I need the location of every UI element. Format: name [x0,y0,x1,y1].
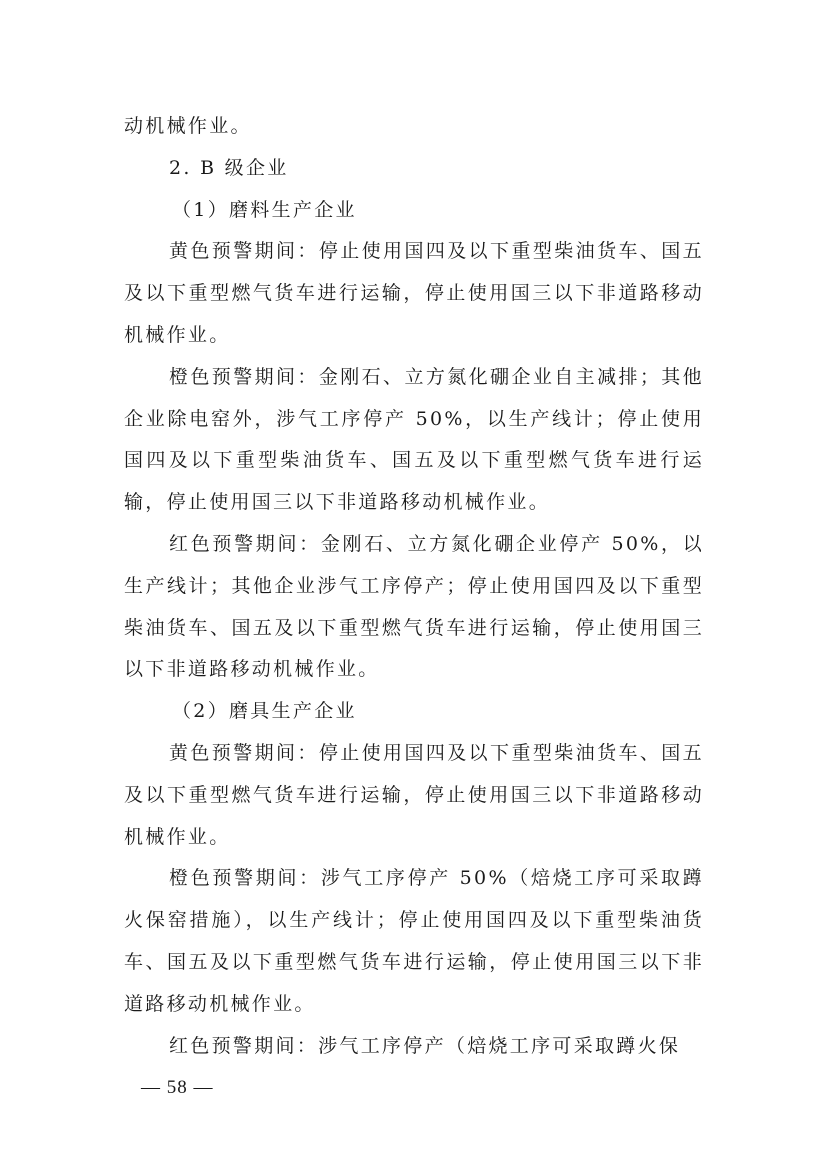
paragraph-continuation: 动机械作业。 [124,115,252,137]
document-page [124,106,704,1067]
paragraph-red-warning-tools: 红色预警期间：涉气工序停产（焙烧工序可采取蹲火保 [169,1034,681,1057]
paragraph-orange-warning-abrasive: 橙色预警期间：金刚石、立方氮化硼企业自主减排；其他企业除电窑外，涉气工序停产 50%，以生产线计；停止使用国四及以下重型柴油货车、国五及以下重型燃气货车进行运输，停止使用国三以下非道路移动机械作业。 [124,365,704,514]
subheading-grinding-tool-production: （2）磨具生产企业 [172,700,357,723]
subheading-abrasive-production: （1）磨料生产企业 [172,198,357,221]
paragraph-yellow-warning-abrasive: 黄色预警期间：停止使用国四及以下重型柴油货车、国五及以下重型燃气货车进行运输，停止使用国三以下非道路移动机械作业。 [124,240,704,346]
paragraph-orange-warning-tools: 橙色预警期间：涉气工序停产 50%（焙烧工序可采取蹲火保窑措施），以生产线计；停止使用国四及以下重型柴油货车、国五及以下重型燃气货车进行运输，停止使用国三以下非道路移动机械作业。 [124,867,704,1015]
paragraph-yellow-warning-tools: 黄色预警期间：停止使用国四及以下重型柴油货车、国五及以下重型燃气货车进行运输，停止使用国三以下非道路移动机械作业。 [124,741,704,848]
page-number: — 58 — [141,1077,214,1098]
section-heading-b-grade: 2. B 级企业 [169,156,289,179]
paragraph-red-warning-abrasive: 红色预警期间：金刚石、立方氮化硼企业停产 50%，以生产线计；其他企业涉气工序停产；停止使用国四及以下重型柴油货车、国五及以下重型燃气货车进行运输，停止使用国三以下非道路移动机械作业。 [124,532,704,681]
